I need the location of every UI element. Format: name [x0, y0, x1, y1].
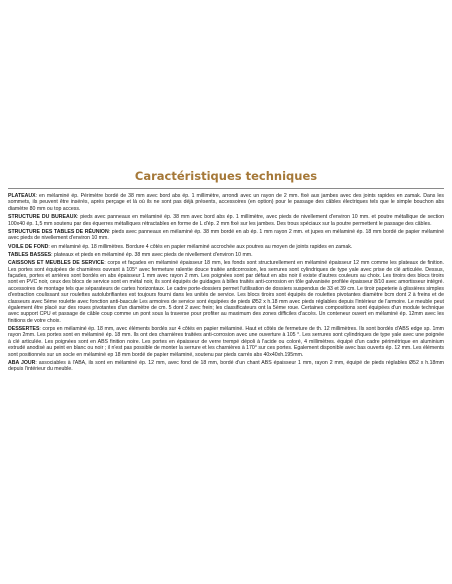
section-title: TABLES BASSES [8, 251, 52, 258]
section-text: : en mélaminé ép. Périmètre bordé de 38 mm avec bord abs ép. 1 millimètre, arrondi avec un rayon de 2 mm. fixé aux jambes avec des joints rapides en zamak. Dans les sommets, ils peuvent être insérés, après perçage et là où ils ne sont pas déjà présents, accessoires (en option) pour le passage des câbles électriques tels que le simple bouchon abs diamètre 80 mm ou top access. [8, 193, 444, 212]
section-text: : corps et façades en mélaminé épaisseur 18 mm, les fonds sont structurellement en mélaminé épaisseur 12 mm comme les plateaux de finition. Les portes sont équipées de charnières ouvrant à 105° avec fermeture ralentie douce traitée anticorrosion, les serrures sont cylindriques de type yale avec prise de clé articulée. Dessus, façades, portes et arrières sont bordés en abs épaisseur 1 mm avec rayon 2 mm. Les poignées sont par défaut en abs noir il existe d'autres couleurs au choix. Les tiroirs des blocs tiroirs sont en PVC noir, ceux des blocs de service sont en métal noir, ils sont équipés de guidages à billes traités anti-corrosion en tôle galvanisée profilée épaisseur 8/10 avec amortisseur intégré. accessoires de montage tels que séparateurs de cartes horizontaux. Le cadre porte-dossiers permet l'utilisation de dossiers suspendus de 33 et 39 cm. Le tiroir papeterie à glissières simples d'extraction coulissant sur roulettes autolubrifiantes est toujours fourni dans les unités de service. Les blocs tiroirs sont équipés de roulettes pivotantes diamètre bcm dont 2 à freins et de classeurs avec 5ème roulette avec fonction anti-bascule Les armoires de service sont équipées de pieds Ø52 x h.18 mm avec pieds réglables depuis l'intérieur de l'armoire. Le meuble peut également être placé sur des roues pivotantes d'un diamètre de cm. 5 dont 2 avec frein; les classificateurs ont la 5ème roue. Certaines compositions sont équipées d'un module technique avec support CPU et passage de câble coup comme un pont sous la traverse pour profiter au maximum des zones difficiles d'accès. Un conteneur ouvert en mélaminé ép. 12mm avec les finitions de votre choix. [8, 260, 444, 324]
section-text: : plateaux et pieds en mélaminé ép. 38 mm avec pieds de nivellement d'environ 10 mm. [51, 251, 253, 258]
section-title: DESSERTES [8, 326, 40, 333]
document-title: Caractéristiques techniques [134, 169, 318, 183]
section-text: : corps en mélaminé ép. 18 mm, avec éléments bordés sur 4 côtés en papier mélaminé. Haut et côtés de fermeture de th. 12 millimètres. Ils sont bordés d'ABS edge sp. 1mm rayon 2mm. Les portes sont en mélaminé ép. 18 mm. Ils ont des charnières traitées anti-corrosion avec une ouverture à 105 °. Les serrures sont cylindriques de type yale avec une poignée à clé articulée. Les poignées sont en ABS finition noire. Les portes en épaisseur de verre trempé dépoli à l'acide ou coloré, 4 millimètres. équipé d'un cadre périmétrique en aluminium extrudé anodisé au peint en blanc ou noir ; il n'est pas possible de monter la serrure et les charnières à 170° sur ces portes. Egalement disponible avec bas ouverts ép. 12 mm. Les éléments sont positionnés sur un socle en mélaminé ep 18 mm bordé de papier mélaminé, soutenu par pieds carrés abs 40x40xh.195mm. [8, 326, 444, 358]
spec-section-structure-tables-reunion [8, 229, 444, 242]
section-text: : associables à l'ABA, ils sont en mélaminé ép. 12 mm, avec fond de 18 mm, bordé d'un chant ABS épaisseur 1 mm, rayon 2 mm, équipé de pieds réglables Ø52 x h.18mm depuis l'intérieur du meuble. [8, 359, 445, 373]
section-title: STRUCTURE DU BUREAUX [8, 214, 77, 221]
spec-section-dessertes [8, 326, 444, 358]
spec-content [8, 193, 444, 375]
section-title: STRUCTURE DES TABLES DE RÉUNION [8, 228, 109, 235]
section-text: : pieds avec panneaux en mélaminé ép. 38 mm bordé en ab ép. 1 mm rayon 2 mm. et jupes en mélaminé ép. 18 mm bordé de papier mélaminé avec pieds de nivellement d'environ 10 mm. [8, 228, 444, 242]
section-text: : en mélaminé ép. 18 millimètres. Bordure 4 côtés en papier mélaminé accrochée aux poutres au moyen de joints rapides en zamak. [48, 243, 353, 250]
spec-section-tables-basses [8, 252, 444, 258]
section-title: VOILE DE FOND [8, 243, 49, 250]
spec-section-caissons [8, 260, 444, 324]
section-title: CAISSONS ET MEUBLES DE SERVICE [8, 260, 105, 267]
spec-section-voile-de-fond [8, 244, 444, 250]
spec-section-plateaux [8, 193, 444, 212]
title-divider [8, 188, 444, 189]
section-text: : pieds avec panneaux en mélaminé ép. 38 mm avec bord abs ép. 1 millimètre, avec pieds de nivellement d'environ 10 mm. et poutre métallique de section 100x40 ép. 1,5 mm soutenu par des équerres métalliques rétractables en forme de L d'ép. 2 mm fixé sur les jambes. Des trous spéciaux sur la poutre permettent le passage des câbles. [8, 214, 445, 227]
spec-section-structure-bureaux [8, 214, 444, 227]
spec-section-aba-jour [8, 360, 444, 373]
section-title: PLATEAUX [8, 193, 36, 199]
section-title: ABA JOUR [8, 359, 36, 366]
